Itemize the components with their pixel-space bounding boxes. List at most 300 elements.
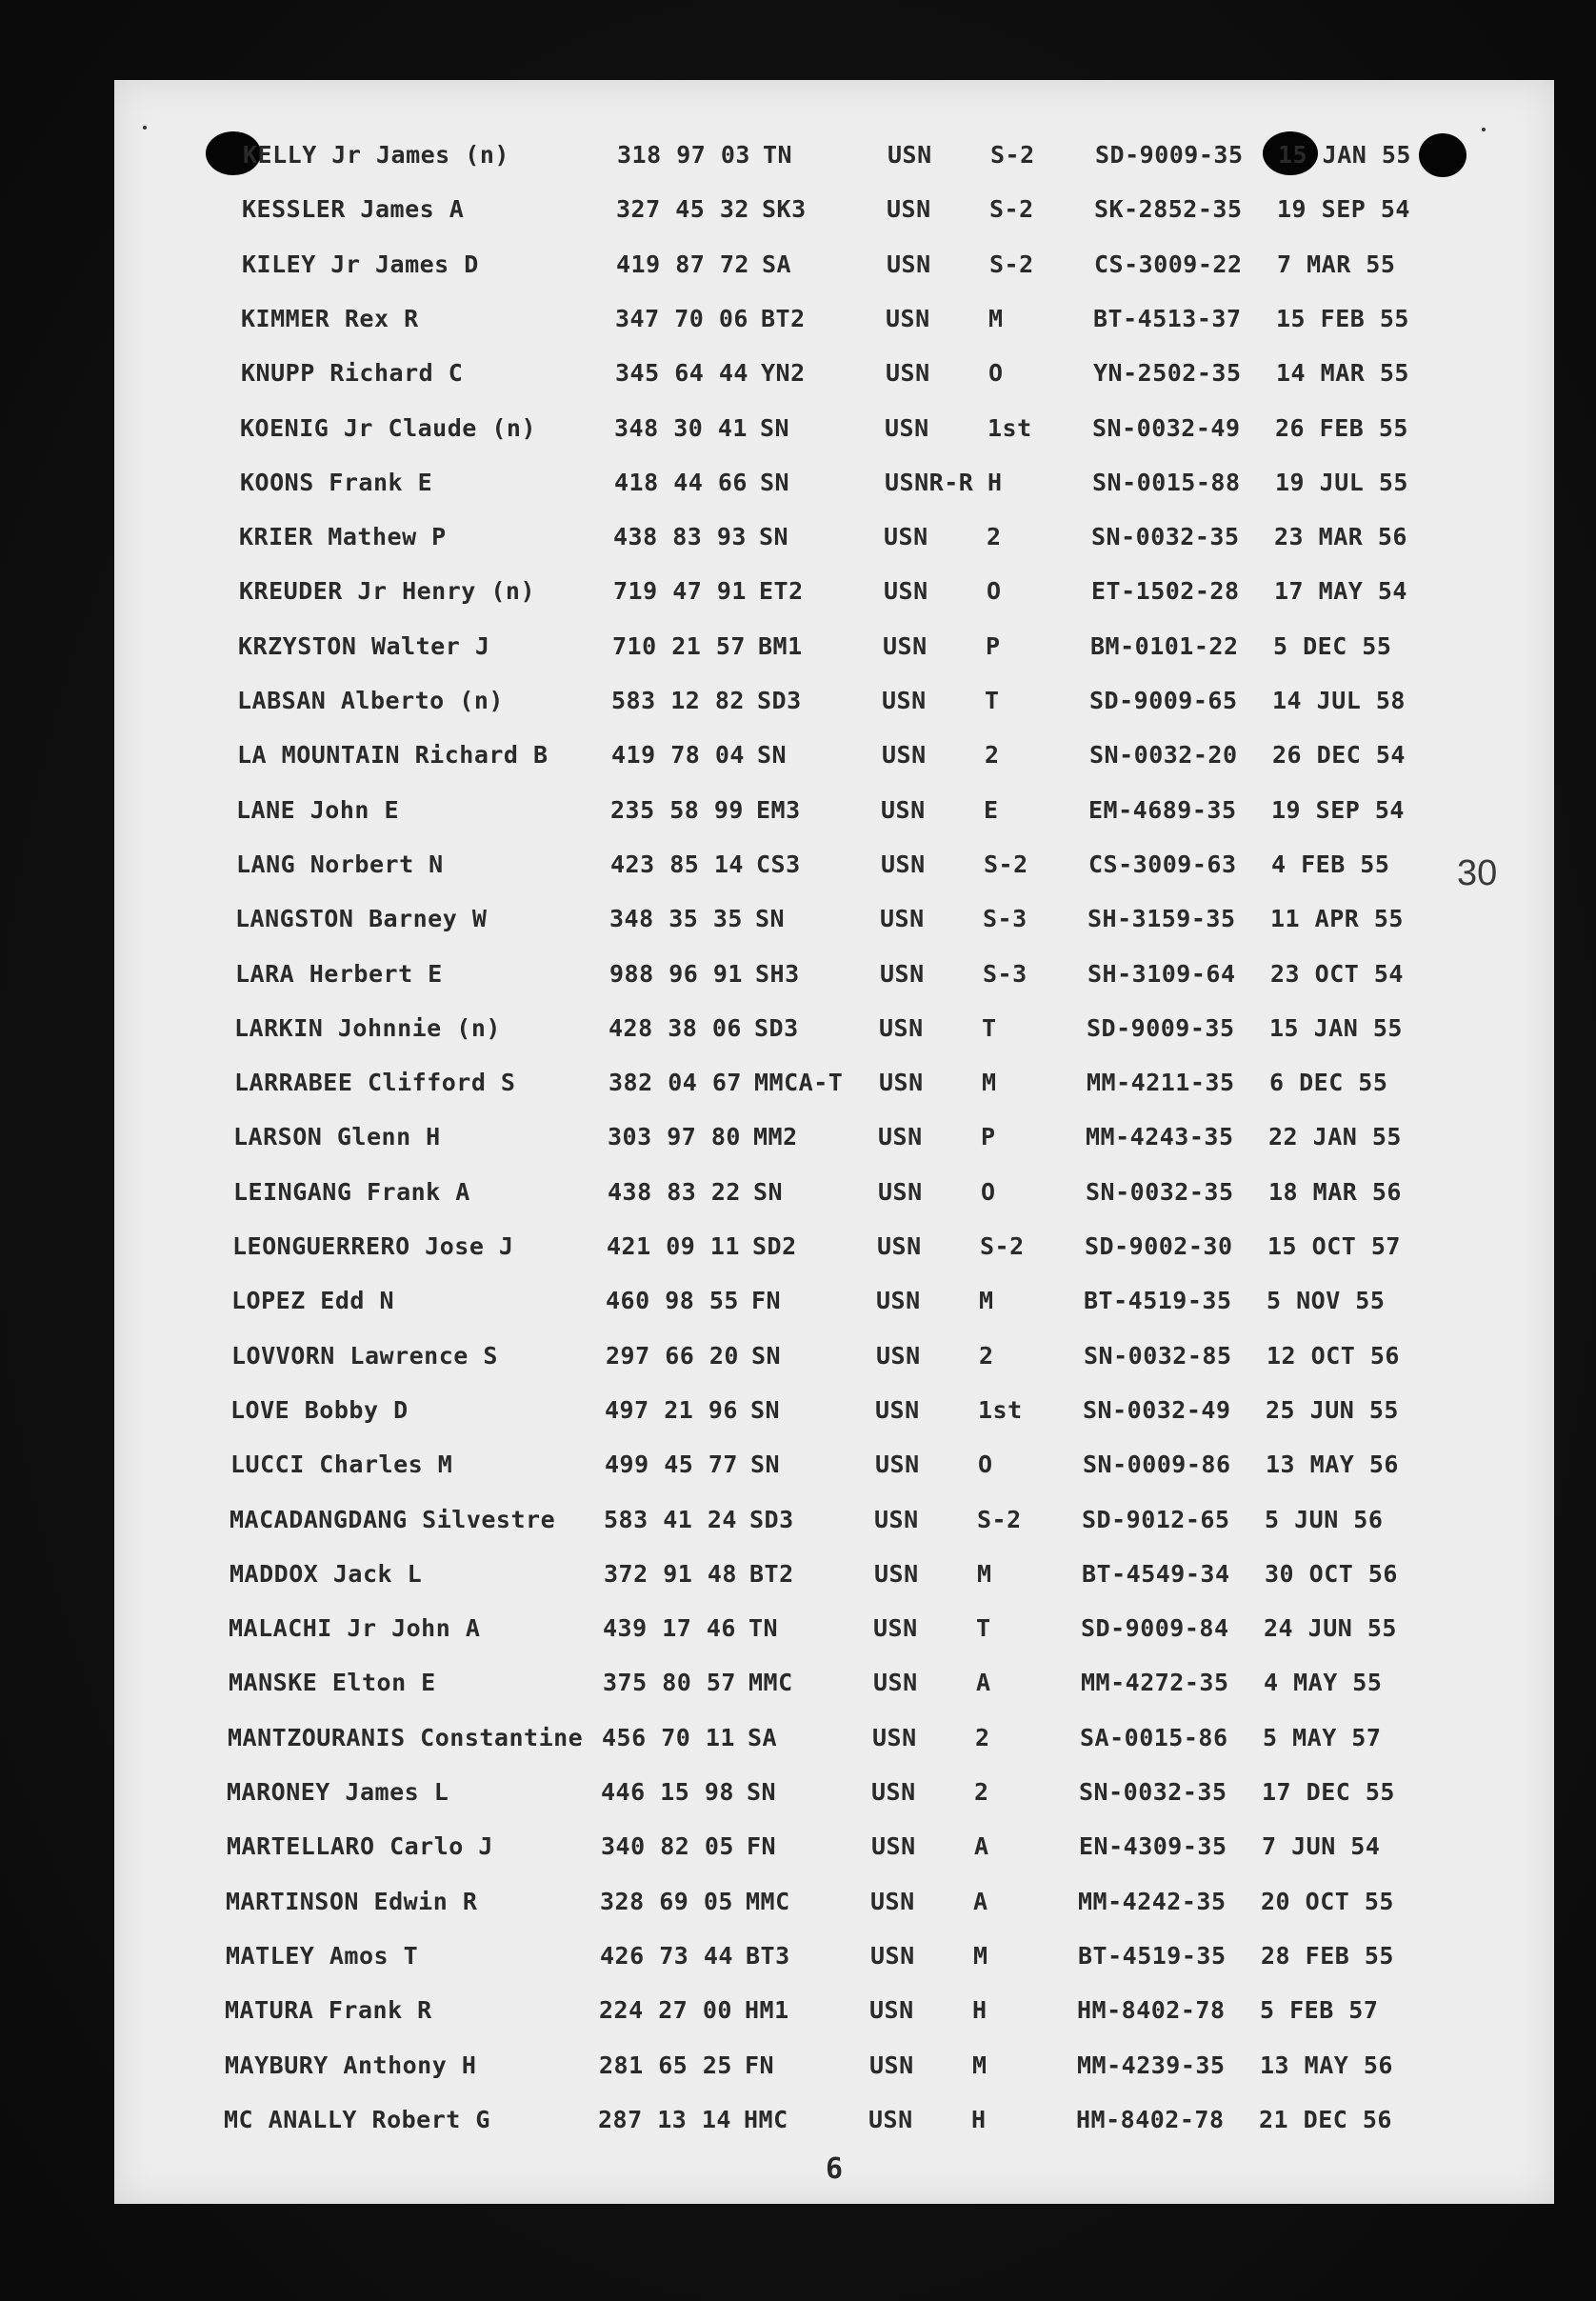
cell-service-no: 428 38 06 — [608, 1013, 742, 1042]
roster-row — [102, 1437, 1542, 1491]
cell-branch: USN — [882, 687, 927, 714]
cell-class: S-2 — [980, 1232, 1025, 1260]
cell-name: KRZYSTON Walter J — [238, 631, 490, 660]
cell-class: S-2 — [989, 195, 1034, 224]
cell-rate: ET2 — [759, 577, 804, 606]
cell-name: LANGSTON Barney W — [235, 905, 488, 933]
cell-rate: SN — [760, 413, 790, 442]
cell-name: LOVE Bobby D — [230, 1395, 409, 1424]
cell-service-no: 419 78 04 — [611, 741, 745, 770]
cell-date: 19 SEP 54 — [1271, 795, 1405, 824]
cell-class: H — [971, 2105, 987, 2133]
cell-service-no: 318 97 03 — [617, 141, 750, 169]
cell-name: LARSON Glenn H — [233, 1123, 441, 1151]
roster-row — [113, 182, 1553, 236]
cell-code: SA-0015-86 — [1080, 1723, 1228, 1751]
cell-code: SN-0032-20 — [1089, 741, 1238, 770]
cell-rate: SD3 — [757, 687, 802, 714]
roster-row — [97, 1874, 1537, 1929]
roster-row — [101, 1547, 1541, 1601]
cell-rate: SN — [750, 1451, 781, 1479]
cell-class: A — [974, 1832, 989, 1861]
cell-name: KRIER Mathew P — [239, 523, 447, 551]
cell-name: MALACHI Jr John A — [229, 1614, 481, 1643]
cell-code: BT-4513-37 — [1093, 304, 1242, 332]
cell-name: LARKIN Johnnie (n) — [234, 1013, 501, 1042]
cell-date: 18 MAR 56 — [1268, 1177, 1402, 1206]
cell-class: 1st — [988, 413, 1032, 442]
cell-class: P — [986, 631, 1001, 660]
cell-rate: HMC — [744, 2105, 788, 2133]
cell-branch: USN — [879, 1013, 924, 1042]
cell-code: HM-8402-78 — [1077, 1996, 1226, 2025]
cell-service-no: 499 45 77 — [605, 1451, 738, 1479]
cell-code: BM-0101-22 — [1090, 631, 1239, 660]
roster-row — [107, 891, 1546, 946]
cell-class: M — [982, 1069, 997, 1097]
cell-date: 14 MAR 55 — [1276, 359, 1409, 388]
cell-date: 4 MAY 55 — [1264, 1669, 1383, 1697]
cell-service-no: 421 09 11 — [607, 1232, 740, 1260]
cell-branch: USN — [876, 1287, 921, 1315]
cell-class: A — [973, 1887, 988, 1915]
cell-date: 23 MAR 56 — [1274, 523, 1407, 551]
page-number: 6 — [825, 2152, 844, 2186]
cell-branch: USN — [883, 631, 928, 660]
cell-date: 25 JUN 55 — [1266, 1395, 1399, 1424]
cell-rate: MMC — [748, 1669, 793, 1697]
roster-row — [110, 619, 1549, 673]
cell-code: MM-4211-35 — [1087, 1069, 1235, 1097]
cell-code: SN-0032-35 — [1091, 523, 1240, 551]
cell-rate: SH3 — [755, 959, 800, 988]
cell-date: 6 DEC 55 — [1269, 1069, 1388, 1097]
cell-code: ET-1502-28 — [1091, 577, 1240, 606]
cell-service-no: 583 41 24 — [604, 1505, 737, 1533]
cell-service-no: 438 83 93 — [613, 523, 747, 551]
cell-branch: USN — [880, 959, 925, 988]
cell-date: 15 FEB 55 — [1276, 304, 1409, 332]
cell-rate: SN — [753, 1177, 784, 1206]
cell-class: 2 — [985, 741, 1000, 770]
cell-date: 5 DEC 55 — [1273, 631, 1392, 660]
cell-name: LEINGANG Frank A — [233, 1177, 470, 1206]
cell-code: SN-0032-35 — [1079, 1778, 1227, 1806]
cell-date: 13 MAY 56 — [1266, 1451, 1399, 1479]
cell-class: T — [976, 1614, 991, 1643]
cell-code: CS-3009-63 — [1088, 850, 1237, 878]
cell-branch: USN — [869, 2051, 914, 2079]
cell-code: MM-4243-35 — [1086, 1123, 1234, 1151]
cell-name: MARONEY James L — [227, 1778, 449, 1806]
cell-branch: USN — [887, 250, 931, 278]
cell-name: MC ANALLY Robert G — [224, 2105, 490, 2133]
cell-rate: SA — [748, 1723, 778, 1751]
cell-name: MARTINSON Edwin R — [226, 1887, 478, 1915]
cell-code: MM-4272-35 — [1081, 1669, 1229, 1697]
cell-name: KOENIG Jr Claude (n) — [240, 413, 537, 442]
roster-row — [101, 1492, 1541, 1547]
roster-row — [113, 237, 1553, 291]
cell-branch: USN — [886, 304, 930, 332]
cell-rate: BT2 — [761, 304, 806, 332]
cell-code: SK-2852-35 — [1094, 195, 1243, 224]
cell-name: LUCCI Charles M — [230, 1451, 453, 1479]
roster-row — [109, 673, 1548, 728]
cell-code: SN-0032-49 — [1083, 1395, 1231, 1424]
cell-name: LEONGUERRERO Jose J — [232, 1232, 514, 1260]
cell-name: KIMMER Rex R — [241, 304, 419, 332]
cell-date: 15 OCT 57 — [1267, 1232, 1401, 1260]
cell-rate: SN — [751, 1341, 782, 1370]
cell-code: SN-0015-88 — [1092, 468, 1241, 496]
cell-code: HM-8402-78 — [1076, 2105, 1225, 2133]
cell-rate: FN — [747, 1832, 777, 1861]
cell-branch: USN — [886, 359, 930, 388]
cell-service-no: 303 97 80 — [608, 1123, 741, 1151]
cell-branch: USN — [875, 1395, 920, 1424]
cell-code: SD-9009-35 — [1095, 141, 1244, 169]
cell-name: LANE John E — [236, 795, 400, 824]
cell-date: 17 MAY 54 — [1274, 577, 1407, 606]
cell-class: S-2 — [984, 850, 1028, 878]
cell-branch: USN — [876, 1341, 921, 1370]
cell-date: 26 FEB 55 — [1275, 413, 1408, 442]
cell-service-no: 460 98 55 — [606, 1287, 739, 1315]
cell-rate: SD2 — [752, 1232, 797, 1260]
roster-row — [109, 728, 1548, 782]
cell-service-no: 426 73 44 — [600, 1941, 733, 1970]
cell-name: MATLEY Amos T — [226, 1941, 419, 1970]
roster-row — [100, 1601, 1540, 1655]
cell-class: A — [976, 1669, 991, 1697]
cell-service-no: 340 82 05 — [601, 1832, 734, 1861]
cell-date: 5 NOV 55 — [1267, 1287, 1386, 1315]
cell-branch: USN — [871, 1778, 916, 1806]
cell-code: BT-4549-34 — [1082, 1559, 1230, 1588]
cell-date: 5 JUN 56 — [1265, 1505, 1384, 1533]
cell-code: SH-3159-35 — [1087, 905, 1236, 933]
cell-service-no: 375 80 57 — [603, 1669, 736, 1697]
roster-row — [112, 346, 1552, 400]
roster-row — [104, 1219, 1544, 1273]
roster-row — [98, 1819, 1538, 1873]
cell-service-no: 988 96 91 — [609, 959, 743, 988]
cell-class: P — [981, 1123, 996, 1151]
roster-row — [97, 1929, 1537, 1983]
cell-date: 19 SEP 54 — [1277, 195, 1410, 224]
roster-row — [107, 947, 1546, 1001]
cell-name: MARTELLARO Carlo J — [227, 1832, 493, 1861]
cell-rate: SK3 — [762, 195, 807, 224]
cell-rate: CS3 — [756, 850, 801, 878]
cell-date: 4 FEB 55 — [1271, 850, 1390, 878]
roster-row — [95, 2092, 1535, 2147]
cell-service-no: 418 44 66 — [614, 468, 748, 496]
cell-name: KOONS Frank E — [240, 468, 433, 496]
cell-code: SD-9012-65 — [1082, 1505, 1230, 1533]
cell-class: 2 — [975, 1723, 990, 1751]
cell-date: 30 OCT 56 — [1265, 1559, 1398, 1588]
cell-branch: USN — [875, 1451, 920, 1479]
cell-class: M — [973, 1941, 988, 1970]
cell-class: M — [979, 1287, 994, 1315]
cell-service-no: 348 35 35 — [609, 905, 743, 933]
cell-date: 28 FEB 55 — [1261, 1941, 1394, 1970]
cell-date: 17 DEC 55 — [1262, 1778, 1395, 1806]
personnel-roster — [114, 80, 1554, 2204]
cell-rate: EM3 — [756, 795, 801, 824]
cell-class: H — [988, 468, 1003, 496]
cell-service-no: 327 45 32 — [616, 195, 749, 224]
cell-code: BT-4519-35 — [1084, 1287, 1232, 1315]
cell-code: EM-4689-35 — [1088, 795, 1237, 824]
cell-name: MACADANGDANG Silvestre — [229, 1505, 556, 1533]
cell-branch: USN — [878, 1177, 923, 1206]
roster-row — [106, 1001, 1546, 1055]
cell-date: 7 MAR 55 — [1277, 250, 1396, 278]
cell-service-no: 456 70 11 — [602, 1723, 735, 1751]
roster-row — [103, 1273, 1543, 1328]
cell-rate: MMC — [746, 1887, 790, 1915]
cell-class: S-2 — [990, 141, 1035, 169]
cell-name: LABSAN Alberto (n) — [237, 687, 504, 714]
cell-name: LARRABEE Clifford S — [234, 1069, 516, 1097]
cell-class: E — [984, 795, 999, 824]
cell-name: MADDOX Jack L — [229, 1559, 423, 1588]
cell-branch: USN — [885, 413, 929, 442]
cell-date: 23 OCT 54 — [1270, 959, 1404, 988]
cell-date: 11 APR 55 — [1270, 905, 1404, 933]
cell-date: 13 MAY 56 — [1260, 2051, 1393, 2079]
cell-branch: USN — [874, 1559, 919, 1588]
cell-branch: USNR-R — [885, 468, 974, 496]
cell-code: SD-9002-30 — [1085, 1232, 1233, 1260]
cell-rate: SN — [747, 1778, 777, 1806]
cell-code: MM-4242-35 — [1078, 1887, 1227, 1915]
cell-class: 2 — [987, 523, 1002, 551]
cell-rate: SN — [757, 741, 788, 770]
cell-code: EN-4309-35 — [1079, 1832, 1227, 1861]
cell-date: 14 JUL 58 — [1272, 687, 1406, 714]
cell-service-no: 382 04 67 — [608, 1069, 742, 1097]
cell-service-no: 710 21 57 — [612, 631, 746, 660]
cell-class: M — [988, 304, 1004, 332]
cell-branch: USN — [872, 1723, 917, 1751]
cell-service-no: 287 13 14 — [598, 2105, 731, 2133]
cell-rate: SN — [760, 468, 790, 496]
cell-rate: SN — [759, 523, 789, 551]
cell-class: O — [978, 1451, 993, 1479]
roster-row — [96, 1983, 1536, 2037]
cell-service-no: 438 83 22 — [608, 1177, 741, 1206]
cell-name: KESSLER James A — [242, 195, 465, 224]
cell-rate: TN — [748, 1614, 779, 1643]
cell-rate: SD3 — [754, 1013, 799, 1042]
cell-branch: USN — [881, 795, 926, 824]
roster-row — [105, 1165, 1545, 1219]
cell-date: 22 JAN 55 — [1268, 1123, 1402, 1151]
cell-service-no: 372 91 48 — [604, 1559, 737, 1588]
cell-date: 19 JUL 55 — [1275, 468, 1408, 496]
cell-code: SD-9009-35 — [1087, 1013, 1235, 1042]
cell-name: MATURA Frank R — [225, 1996, 432, 2025]
cell-name: KREUDER Jr Henry (n) — [239, 577, 536, 606]
roster-row — [110, 510, 1550, 564]
cell-rate: TN — [763, 141, 793, 169]
cell-branch: USN — [873, 1669, 918, 1697]
cell-branch: USN — [873, 1614, 918, 1643]
cell-rate: FN — [751, 1287, 782, 1315]
document-page — [114, 80, 1554, 2204]
cell-code: SN-0009-86 — [1083, 1451, 1231, 1479]
cell-service-no: 328 69 05 — [600, 1887, 733, 1915]
roster-row — [111, 455, 1551, 510]
roster-row — [112, 291, 1552, 346]
cell-service-no: 347 70 06 — [615, 304, 748, 332]
cell-class: M — [972, 2051, 988, 2079]
cell-class: S-2 — [989, 250, 1034, 278]
roster-row — [103, 1329, 1543, 1383]
cell-date: 7 JUN 54 — [1262, 1832, 1381, 1861]
cell-rate: SN — [755, 905, 786, 933]
cell-class: O — [981, 1177, 996, 1206]
cell-rate: MMCA-T — [754, 1069, 844, 1097]
cell-code: MM-4239-35 — [1077, 2051, 1226, 2079]
cell-class: T — [982, 1013, 997, 1042]
cell-branch: USN — [871, 1832, 916, 1861]
roster-row — [99, 1711, 1539, 1765]
cell-rate: MM2 — [753, 1123, 798, 1151]
cell-name: MANTZOURANIS Constantine — [228, 1723, 584, 1751]
cell-branch: USN — [878, 1123, 923, 1151]
cell-branch: USN — [870, 1887, 915, 1915]
cell-code: SH-3109-64 — [1087, 959, 1236, 988]
cell-date: 12 OCT 56 — [1267, 1341, 1400, 1370]
cell-date: 5 MAY 57 — [1263, 1723, 1382, 1751]
roster-row — [114, 128, 1554, 182]
cell-rate: SD3 — [749, 1505, 794, 1533]
cell-service-no: 439 17 46 — [603, 1614, 736, 1643]
cell-rate: BT2 — [749, 1559, 794, 1588]
cell-branch: USN — [877, 1232, 922, 1260]
cell-branch: USN — [882, 741, 927, 770]
cell-class: 2 — [979, 1341, 994, 1370]
cell-class: 1st — [978, 1395, 1023, 1424]
cell-code: SN-0032-35 — [1086, 1177, 1234, 1206]
cell-service-no: 446 15 98 — [601, 1778, 734, 1806]
cell-class: 2 — [974, 1778, 989, 1806]
cell-rate: YN2 — [761, 359, 806, 388]
roster-row — [110, 564, 1550, 618]
cell-class: O — [987, 577, 1002, 606]
cell-service-no: 345 64 44 — [615, 359, 748, 388]
cell-code: SD-9009-65 — [1089, 687, 1238, 714]
cell-rate: FN — [745, 2051, 775, 2079]
cell-service-no: 583 12 82 — [611, 687, 745, 714]
cell-code: CS-3009-22 — [1094, 250, 1243, 278]
cell-service-no: 297 66 20 — [606, 1341, 739, 1370]
roster-row — [98, 1765, 1538, 1819]
cell-date: 24 JUN 55 — [1264, 1614, 1397, 1643]
cell-code: SN-0032-49 — [1092, 413, 1241, 442]
cell-name: KNUPP Richard C — [241, 359, 464, 388]
cell-branch: USN — [884, 523, 928, 551]
cell-class: T — [985, 687, 1000, 714]
cell-branch: USN — [884, 577, 928, 606]
cell-name: LOVVORN Lawrence S — [231, 1341, 498, 1370]
cell-code: SD-9009-84 — [1081, 1614, 1229, 1643]
cell-service-no: 235 58 99 — [610, 795, 744, 824]
cell-class: M — [977, 1559, 992, 1588]
cell-date: 15 JAN 55 — [1269, 1013, 1403, 1042]
cell-branch: USN — [879, 1069, 924, 1097]
cell-branch: USN — [874, 1505, 919, 1533]
cell-branch: USN — [888, 141, 932, 169]
cell-name: LARA Herbert E — [235, 959, 443, 988]
cell-date: 26 DEC 54 — [1272, 741, 1406, 770]
cell-name: LA MOUNTAIN Richard B — [237, 741, 549, 770]
cell-branch: USN — [868, 2105, 913, 2133]
cell-code: YN-2502-35 — [1093, 359, 1242, 388]
cell-service-no: 348 30 41 — [614, 413, 748, 442]
roster-row — [102, 1383, 1542, 1437]
cell-class: S-3 — [983, 905, 1027, 933]
cell-branch: USN — [880, 905, 925, 933]
cell-name: MANSKE Elton E — [229, 1669, 436, 1697]
cell-date: 15 JAN 55 — [1278, 141, 1411, 169]
cell-service-no: 281 65 25 — [599, 2051, 732, 2079]
cell-date: 20 OCT 55 — [1261, 1887, 1394, 1915]
cell-rate: BM1 — [758, 631, 803, 660]
cell-service-no: 419 87 72 — [616, 250, 749, 278]
cell-name: LOPEZ Edd N — [231, 1287, 395, 1315]
roster-row — [100, 1655, 1540, 1710]
cell-class: S-2 — [977, 1505, 1022, 1533]
cell-class: S-3 — [983, 959, 1027, 988]
cell-name: LANG Norbert N — [236, 850, 444, 878]
roster-row — [108, 837, 1547, 891]
cell-service-no: 719 47 91 — [613, 577, 747, 606]
roster-row — [96, 2038, 1536, 2092]
cell-name: KELLY Jr James (n) — [243, 141, 509, 169]
roster-row — [108, 783, 1547, 837]
cell-branch: USN — [881, 850, 926, 878]
cell-branch: USN — [870, 1941, 915, 1970]
cell-rate: SA — [762, 250, 792, 278]
cell-rate: SN — [750, 1395, 781, 1424]
margin-annotation: 30 — [1457, 853, 1498, 893]
cell-service-no: 423 85 14 — [610, 850, 744, 878]
cell-service-no: 224 27 00 — [599, 1996, 732, 2025]
cell-class: O — [988, 359, 1004, 388]
cell-code: BT-4519-35 — [1078, 1941, 1227, 1970]
cell-branch: USN — [869, 1996, 914, 2025]
cell-service-no: 497 21 96 — [605, 1395, 738, 1424]
cell-rate: HM1 — [745, 1996, 789, 2025]
roster-row — [105, 1110, 1545, 1164]
cell-date: 21 DEC 56 — [1259, 2105, 1392, 2133]
cell-class: H — [972, 1996, 988, 2025]
cell-name: MAYBURY Anthony H — [225, 2051, 477, 2079]
roster-row — [106, 1055, 1546, 1110]
cell-name: KILEY Jr James D — [242, 250, 479, 278]
cell-branch: USN — [887, 195, 931, 224]
roster-row — [111, 401, 1551, 455]
cell-date: 5 FEB 57 — [1260, 1996, 1379, 2025]
cell-rate: BT3 — [746, 1941, 790, 1970]
cell-code: SN-0032-85 — [1084, 1341, 1232, 1370]
